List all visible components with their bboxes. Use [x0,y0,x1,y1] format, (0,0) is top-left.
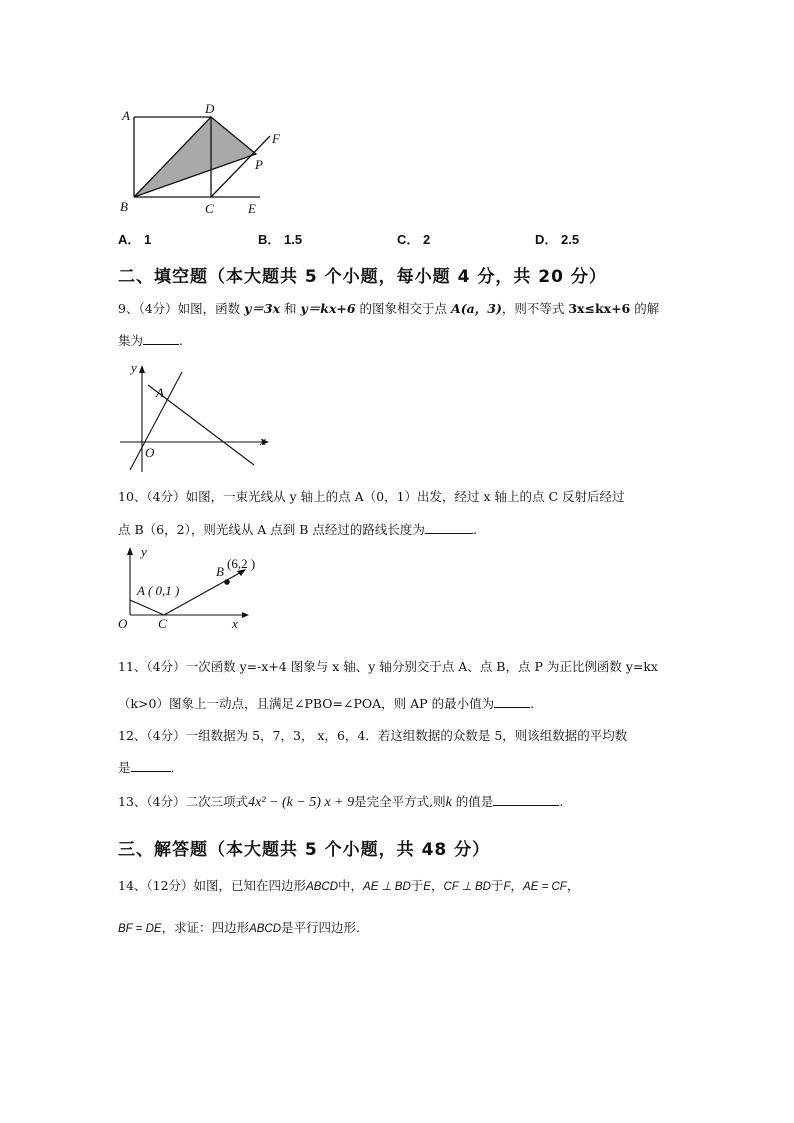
ray-AC [130,600,164,615]
answer-blank-11[interactable] [494,695,530,708]
label-E: E [248,201,256,216]
answer-blank-12[interactable] [131,759,171,772]
answer-blank-13[interactable] [493,793,559,806]
label-F: F [272,131,280,146]
question-11-line2: （k>0）图象上一动点，且满足∠PBO=∠POA，则 AP 的最小值为 . [118,696,535,711]
label-A9: A [156,385,164,400]
label-B10: B [216,564,224,579]
section-title-fill-blank: 二、填空题（本大题共 5 个小题，每小题 4 分，共 20 分） [118,267,607,287]
label-O9: O [145,445,155,460]
question-9: 9、（4分）如图，函数 y＝3x 和 y＝kx+6 的图象相交于点 A(a，3)，则不等式 3x≤kx+6 的解 [118,301,660,316]
question-13: 13、（4分）二次三项式4x² − (k − 5) x + 9是完全平方式,则k 的值是 . [118,794,564,810]
label-C: C [205,201,214,216]
point-B [224,579,230,585]
answer-blank-10[interactable] [425,521,473,534]
label-O10: O [118,616,128,631]
label-A: A [122,108,130,123]
question-11: 11、（4分）一次函数 y=-x+4 图象与 x 轴、y 轴分别交于点 A、点 B，点 P 为正比例函数 y=kx [118,659,658,674]
question-10-line2: 点 B（6，2），则光线从 A 点到 B 点经过的路线长度为 . [118,522,477,537]
label-P: P [255,157,263,172]
x-axis-arrow-10 [242,612,249,618]
y-axis-arrow [139,365,145,373]
figure-quadrilateral [112,98,312,220]
question-10: 10、（4分）如图，一束光线从 y 轴上的点 A（0，1）出发，经过 x 轴上的点 C 反射后经过 [118,489,625,504]
option-a: A． 1 [118,232,152,247]
question-14: 14、（12分）如图，已知在四边形ABCD中，AE ⊥ BD于E，CF ⊥ BD于F，AE = CF， [118,878,580,893]
question-12-line2: 是 . [118,760,175,775]
question-14-line2: BF = DE，求证：四边形ABCD是平行四边形. [118,920,361,935]
label-A10: A ( 0,1 ) [137,583,180,598]
option-c: C． 2 [397,232,431,247]
y-axis-arrow-10 [127,547,133,555]
label-x10: x [232,616,238,631]
label-C10: C [158,616,167,631]
shaded-triangle [134,117,256,197]
label-y10: y [141,544,147,559]
label-B: B [120,199,128,214]
question-12: 12、（4分）一组数据为 5，7，3， x，6，4．若这组数据的众数是 5，则该组数据的平均数 [118,728,628,743]
option-d: D． 2.5 [535,232,580,247]
answer-blank-9[interactable] [143,332,179,345]
label-B10-coord: (6,2 ) [227,556,256,571]
figure-two-lines [112,354,282,478]
section-title-solutions: 三、解答题（本大题共 5 个小题，共 48 分） [118,840,491,860]
figure-light-reflection [112,544,262,634]
option-b: B． 1.5 [258,232,303,247]
label-D: D [205,101,215,116]
label-x: x [260,433,266,448]
label-y: y [131,360,137,375]
question-9-line2: 集为 . [118,333,183,348]
